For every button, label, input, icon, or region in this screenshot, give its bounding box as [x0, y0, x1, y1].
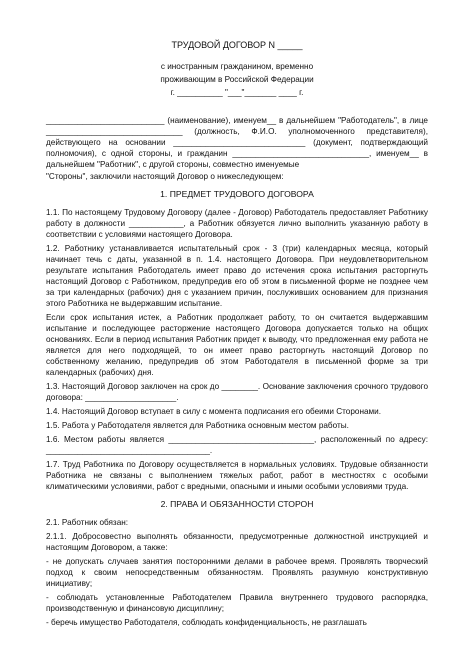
- clause-1-2: 1.2. Работнику устанавливается испытательный срок - 3 (три) календарных месяца, который начинает течь с даты, указанной в п. 1.4. настоящего Договора. При неудовлетворительном результате испытания Работодатель имеет право до истечения срока испытания расторгнуть настоящий Договор с Работником, предупредив его об этом в письменной форме не позднее чем за три календарных (рабочих) дня с указанием причин, послуживших основанием для признания этого Работника не выдержавшим испытание.: [46, 244, 428, 308]
- duty-item-3: - беречь имущество Работодателя, соблюдать конфиденциальность, не разглашать: [46, 618, 367, 627]
- section-1-heading: 1. ПРЕДМЕТ ТРУДОВОГО ДОГОВОРА: [160, 189, 314, 199]
- duty-item-1: - не допускать случаев занятия посторонними делами в рабочее время. Проявлять творческий подход к своим непосредственным обязанностям. Проявлять разумную конструктивную инициативу;: [46, 557, 428, 588]
- document-title: ТРУДОВОЙ ДОГОВОР N _____: [171, 40, 303, 50]
- clause-1-2-cont: Если срок испытания истек, а Работник продолжает работу, то он считается выдержавшим испытание и последующее расторжение настоящего Договора допускается только на общих основаниях. Если в период испытания Работник придет к выводу, что предложенная ему работа не является для него подходящей, то он имеет право расторгнуть настоящий Договор по собственному желанию, предупредив об этом Работодателя в письменной форме за три календарных (рабочих) дня.: [46, 313, 428, 377]
- clause-2-1: 2.1. Работник обязан:: [46, 518, 129, 527]
- clause-1-1: 1.1. По настоящему Трудовому Договору (далее - Договор) Работодатель предоставляет Работнику работу в должности ____________, а Работник обязуется лично выполнить указанную работу в соответствии с условиями настоящего Договора.: [46, 208, 428, 239]
- clause-1-7: 1.7. Труд Работника по Договору осуществляется в нормальных условиях. Трудовые обязанности Работника не связаны с выполнением тяжелых работ, работ в местностях с особыми климатическими условиями, работ с вредными, опасными и иными особыми условиями труда.: [46, 460, 428, 491]
- clause-1-3: 1.3. Настоящий Договор заключен на срок до ________. Основание заключения срочного трудового договора: ____________________.: [46, 382, 428, 402]
- city-date-line: г. __________ "___"_______ ____ г.: [170, 88, 304, 97]
- clause-2-1-1: 2.1.1. Добросовестно выполнять обязанности, предусмотренные должностной инструкцией и настоящим Договором, а также:: [46, 532, 428, 552]
- clause-1-6: 1.6. Местом работы является ________________________________, расположенный по адресу: ____________________________________.: [46, 435, 428, 455]
- section-2-heading: 2. ПРАВА И ОБЯЗАННОСТИ СТОРОН: [160, 499, 314, 509]
- parties-paragraph: __________________________ (наименование), именуем__ в дальнейшем "Работодатель", в лице ______________________________ (должность, Ф.И.О. уполномоченного представителя), действующего на основании _____________________________ (документ, подтверждающий полномочия), с одной стороны, и гражданин ______________________________, именуем__ в дальнейшем "Работник", с другой стороны, совместно именуемые: [46, 116, 428, 169]
- clause-1-4: 1.4. Настоящий Договор вступает в силу с момента подписания его обеими Сторонами.: [46, 407, 382, 416]
- subtitle-line-2: проживающим в Российской Федерации: [160, 75, 314, 84]
- subtitle-line-1: с иностранным гражданином, временно: [160, 62, 314, 71]
- parties-closing: "Стороны", заключили настоящий Договор о нижеследующем:: [46, 172, 284, 181]
- clause-1-5: 1.5. Работа у Работодателя является для Работника основным местом работы.: [46, 421, 349, 430]
- parties-intro: [46, 115, 428, 182]
- duty-item-2: - соблюдать установленные Работодателем Правила внутреннего трудового распорядка, производственную и финансовую дисциплину;: [46, 593, 428, 613]
